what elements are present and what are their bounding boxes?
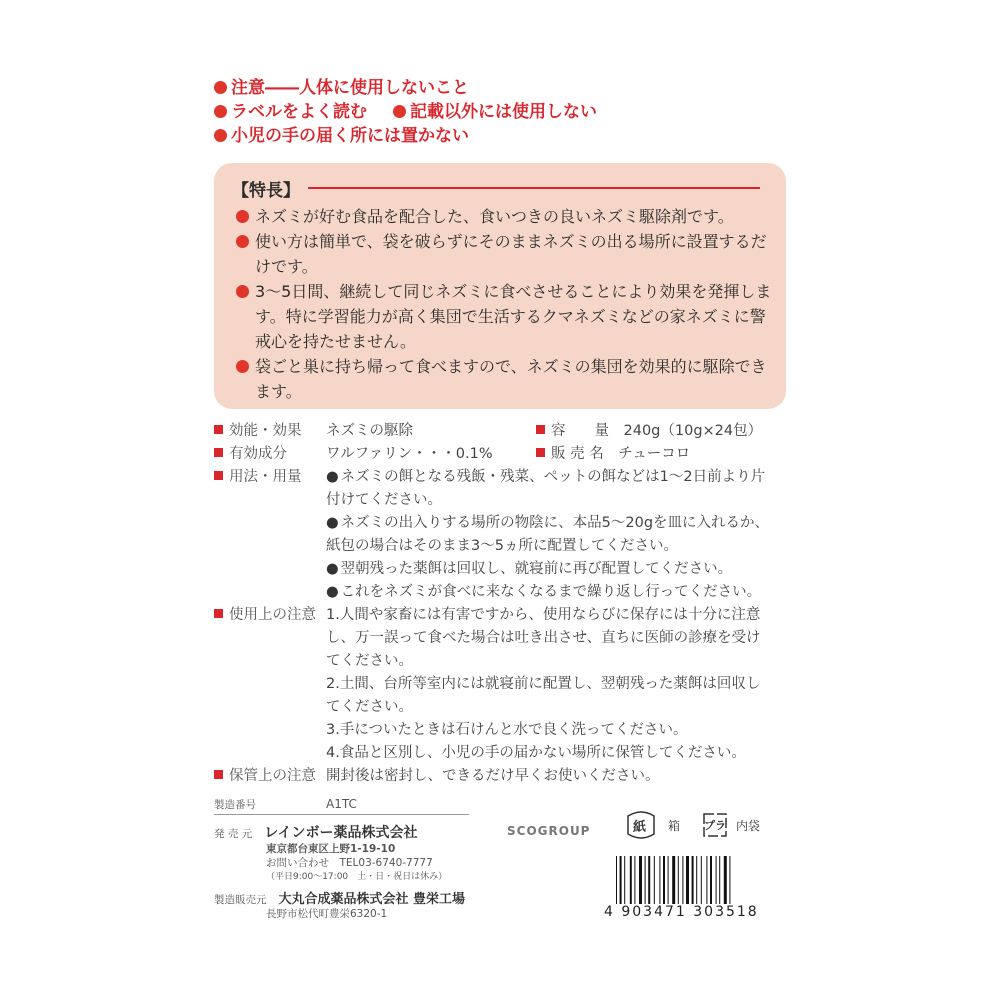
barcode-bar — [692, 856, 694, 904]
usage-item: ● ネズミの出入りする場所の物陰に、本品5～20gを皿に入れるか、紙包の場合はそのまま3～5ヵ所に配置してください。 — [326, 512, 774, 558]
barcode-bar — [696, 856, 697, 904]
red-dot-icon — [236, 285, 249, 298]
barcode-bar — [710, 856, 712, 904]
barcode-bar — [634, 856, 635, 904]
caution-list — [326, 604, 774, 765]
barcode-number: 4 903471 303518 — [604, 904, 759, 920]
warning-line-3: 小児の手の届く所には置かない — [214, 124, 597, 148]
brand-value: チューコロ — [618, 446, 691, 462]
barcode-bar — [645, 856, 646, 904]
barcode-bar — [639, 856, 642, 904]
red-square-icon — [536, 448, 545, 457]
caution-item: 3.手についたときは石けんと水で良く洗ってください。 — [326, 722, 688, 738]
caution-item: 1.人間や家畜には有害ですから、使用ならびに保存には十分に注意し、万一誤って食べた場合は吐き出させ、直ちに医師の診療を受けてください。 — [326, 607, 761, 669]
storage-label: 保管上の注意 — [229, 768, 316, 784]
spec-row-usage — [214, 466, 774, 604]
barcode-bar — [682, 856, 683, 904]
spec-row-ingredient — [214, 443, 774, 466]
plastic-mark-text: プラ — [704, 819, 726, 832]
barcode-bar — [624, 856, 625, 904]
ingredient-value: ワルファリン・・・0.1% — [326, 446, 493, 462]
contact-hours: （平日9:00～17:00 土・日・祝日は休み） — [266, 872, 448, 882]
plastic-target: 内袋 — [736, 819, 761, 833]
barcode-image — [614, 856, 764, 904]
red-square-icon — [214, 425, 223, 434]
seller-name: レインボー薬品株式会社 — [264, 825, 418, 841]
barcode-bar — [616, 856, 617, 904]
feature-item: 3～5日間、継続して同じネズミに食べさせることにより効果を発揮します。特に学習能力が高く集団で生活するクマネズミなどの家ネズミに警戒心を持たせません。 — [236, 279, 776, 354]
red-dot-icon — [393, 105, 406, 118]
red-square-icon — [214, 609, 223, 618]
contact-row — [266, 856, 465, 870]
lot-underline — [214, 814, 469, 815]
plastic-recycle-mark — [698, 810, 761, 843]
red-square-icon — [536, 425, 545, 434]
red-dot-icon — [214, 129, 227, 142]
red-square-icon — [214, 770, 223, 779]
red-dot-icon — [236, 235, 249, 248]
paper-target: 箱 — [668, 819, 681, 833]
feature-item: ネズミが好む食品を配合した、食いつきの良いネズミ駆除剤です。 — [236, 204, 776, 229]
barcode-bar — [724, 856, 727, 904]
seller-label: 発 売 元 — [214, 828, 253, 840]
efficacy-value: ネズミの駆除 — [326, 423, 413, 439]
capacity-label: 容 量 — [551, 423, 609, 439]
usage-item: ● 翌朝残った薬餌は回収し、就寝前に再び配置してください。 — [326, 558, 774, 581]
warning-block — [214, 76, 597, 148]
barcode-bar — [663, 856, 665, 904]
red-dot-icon — [236, 360, 249, 373]
lot-row — [214, 797, 465, 812]
specs-section — [214, 420, 774, 788]
capacity-value: 240g（10g×24包） — [623, 423, 763, 439]
usage-label: 用法・用量 — [229, 469, 302, 485]
caution-label: 使用上の注意 — [229, 607, 316, 623]
maker-name: 大丸合成薬品株式会社 豊栄工場 — [278, 892, 466, 907]
barcode-bar — [672, 856, 675, 904]
ingredient-label: 有効成分 — [229, 446, 287, 462]
efficacy-label: 効能・効果 — [229, 423, 302, 439]
barcode-bar — [630, 856, 632, 904]
usage-list — [326, 466, 774, 604]
lot-label: 製造番号 — [214, 799, 256, 811]
red-square-icon — [214, 471, 223, 480]
spec-row-storage — [214, 765, 774, 788]
footer — [214, 797, 465, 921]
warning-line-1: 注意――人体に使用しないこと — [214, 76, 597, 100]
seller-address: 東京都台東区上野1-19-10 — [266, 843, 396, 855]
barcode-bar — [719, 856, 720, 904]
group-logo: SCOGROUP — [507, 824, 591, 838]
usage-item: ● ネズミの餌となる残飯・残菜、ペットの餌などは1～2日前より片付けてください。 — [326, 466, 774, 512]
feature-item: 使い方は簡単で、袋を破らずにそのままネズミの出る場所に設置するだけです。 — [236, 229, 776, 279]
barcode-bar — [686, 856, 689, 904]
paper-recycle-mark — [624, 810, 681, 843]
spec-row-efficacy — [214, 420, 774, 443]
barcode-bar — [648, 856, 650, 904]
feature-item: 袋ごと巣に持ち帰って食べますので、ネズミの集団を効果的に駆除できます。 — [236, 354, 776, 404]
barcode-bar — [620, 856, 622, 904]
red-square-icon — [214, 448, 223, 457]
lot-number: A1TC — [326, 797, 357, 811]
barcode-bar — [659, 856, 660, 904]
features-divider — [308, 187, 760, 189]
contact-label: お問い合わせ — [266, 857, 329, 869]
barcode-bar — [668, 856, 669, 904]
brand-label: 販 売 名 — [551, 446, 604, 462]
maker-label: 製造販売元 — [214, 894, 267, 906]
warning-line-2: ラベルをよく読む 記載以外には使用しない — [214, 100, 597, 124]
red-dot-icon — [214, 105, 227, 118]
contact-tel: TEL03-6740-7777 — [339, 857, 433, 869]
features-list — [236, 204, 776, 404]
barcode-bar — [678, 856, 679, 904]
features-panel — [214, 163, 786, 409]
caution-item: 4.食品と区別し、小児の手の届かない場所に保管してください。 — [326, 745, 746, 761]
barcode-bar — [729, 856, 730, 904]
maker-address: 長野市松代町豊栄6320-1 — [266, 908, 388, 920]
spec-row-cautions — [214, 604, 774, 765]
red-dot-icon — [214, 81, 227, 94]
barcode-bar — [706, 856, 707, 904]
barcode-bar — [716, 856, 717, 904]
seller-row — [214, 822, 465, 842]
maker-row — [214, 888, 465, 907]
paper-mark-text: 紙 — [633, 820, 647, 835]
barcode-bar — [654, 856, 655, 904]
caution-item: 2.土間、台所等室内には就寝前に配置し、翌朝残った薬餌は回収してください。 — [326, 676, 761, 715]
barcode-bar — [701, 856, 702, 904]
storage-value: 開封後は密封し、できるだけ早くお使いください。 — [326, 768, 660, 784]
red-dot-icon — [236, 210, 249, 223]
features-title: 【特長】 — [232, 181, 300, 201]
usage-item: ● これをネズミが食べに来なくなるまで繰り返し行ってください。 — [326, 581, 774, 604]
